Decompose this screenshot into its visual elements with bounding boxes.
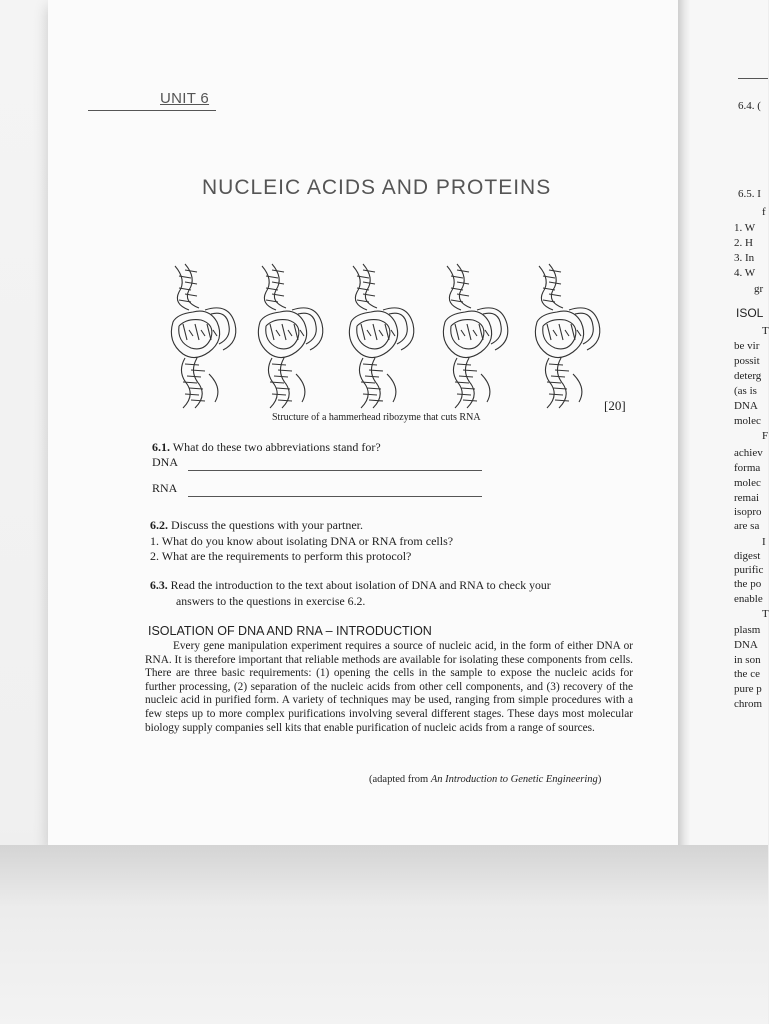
question-prompt: Discuss the questions with your partner. [171, 518, 363, 532]
right-page-fragment: in son [734, 654, 761, 666]
right-page-fragment: the po [734, 578, 762, 590]
right-page-fragment: (as is [734, 385, 757, 397]
question-6-2 [150, 518, 363, 532]
ribozyme-figure [165, 262, 585, 412]
right-page-fragment: DNA [734, 639, 758, 651]
page-title: NUCLEIC ACIDS AND PROTEINS [202, 176, 552, 199]
book-spine [678, 0, 690, 845]
right-page-fragment: the ce [734, 668, 760, 680]
rna-label: RNA [152, 481, 178, 495]
right-page-fragment: ISOL [736, 306, 764, 320]
right-page-fragment: DNA [734, 400, 758, 412]
right-page-fragment: T [762, 325, 769, 337]
right-page-fragment: deterg [734, 370, 762, 382]
right-page-fragment: pure p [734, 683, 762, 695]
right-page-fragment: 2. H [734, 237, 753, 249]
right-page-fragment: 4. W [734, 267, 756, 279]
question-6-3 [150, 578, 638, 592]
ribozyme-helix-icon [343, 262, 427, 412]
right-page-fragment: isopro [734, 506, 762, 518]
right-page-fragment: f [762, 206, 766, 218]
credit-prefix: (adapted from [369, 774, 431, 785]
page-reference: [20] [604, 398, 626, 413]
right-page-fragment: F [762, 430, 769, 442]
dna-label: DNA [152, 455, 178, 469]
right-page-fragment: achiev [734, 447, 763, 459]
figure-caption: Structure of a hammerhead ribozyme that cuts RNA [272, 412, 481, 423]
right-page-fragment: purific [734, 564, 764, 576]
right-page-fragment: gr [754, 283, 764, 295]
rna-answer-line[interactable] [188, 496, 482, 497]
credit-source: An Introduction to Genetic Engineering [430, 774, 598, 785]
source-credit [369, 774, 601, 785]
page-shadow [0, 845, 768, 1024]
intro-text: Every gene manipulation experiment requires a source of nucleic acid, in the form of either DNA or RNA. It is therefore important that reliable methods are available for isolating these components from cells. There are three basic requirements: (1) opening the cells in the sample to expose the nucleic acids for further processing, (2) separation of the nucleic acids from other cell components, and (3) recovery of the nucleic acid in purified form. A variety of techniques may be used, ranging from simple procedures with a few steps up to more complex purifications involving several different stages. These days most molecular biology supply companies sell kits that enable purification of nucleic acids from a range of sources. [145, 640, 633, 734]
credit-suffix: ) [597, 774, 602, 785]
question-line: Read the introduction to the text about isolation of DNA and RNA to check your [170, 578, 551, 592]
unit-label: UNIT 6 [160, 90, 210, 107]
question-line: answers to the questions in exercise 6.2. [176, 594, 366, 608]
question-number: 6.2. [150, 518, 168, 532]
section-heading: ISOLATION OF DNA AND RNA – INTRODUCTION [148, 624, 432, 638]
right-page-fragment: 1. W [734, 222, 756, 234]
right-page-fragment: molec [734, 415, 761, 427]
ribozyme-helix-icon [437, 262, 521, 412]
question-number: 6.3. [150, 578, 168, 592]
question-prompt: What do these two abbreviations stand for? [172, 440, 381, 454]
ribozyme-helix-icon [252, 262, 336, 412]
right-page-rule [738, 78, 768, 79]
right-page-fragment: forma [734, 462, 761, 474]
right-page-fragment: molec [734, 477, 761, 489]
right-page-fragment: remai [734, 492, 760, 504]
ribozyme-helix-icon [165, 262, 249, 412]
question-item: 1. What do you know about isolating DNA or RNA from cells? [150, 534, 454, 548]
right-page-fragment: possit [734, 355, 760, 367]
right-page-fragment: T [762, 608, 769, 620]
dna-answer-line[interactable] [188, 470, 482, 471]
right-page-fragment: are sa [734, 520, 760, 532]
question-number: 6.1. [152, 440, 170, 454]
unit-rule [88, 110, 216, 111]
right-page-fragment: chrom [734, 698, 763, 710]
intro-paragraph [145, 640, 633, 735]
right-page-fragment: 6.4. ( [738, 100, 761, 112]
right-page-fragment: I [762, 536, 766, 548]
right-page-fragment: 6.5. I [738, 188, 761, 200]
right-page-fragment: plasm [734, 624, 761, 636]
ribozyme-helix-icon [529, 262, 613, 412]
question-6-1 [152, 440, 381, 454]
right-page-fragment: digest [734, 550, 761, 562]
right-page-fragment: be vir [734, 340, 760, 352]
question-item: 2. What are the requirements to perform this protocol? [150, 549, 412, 563]
right-page-fragment: enable [734, 593, 763, 605]
right-page-fragment: 3. In [734, 252, 755, 264]
